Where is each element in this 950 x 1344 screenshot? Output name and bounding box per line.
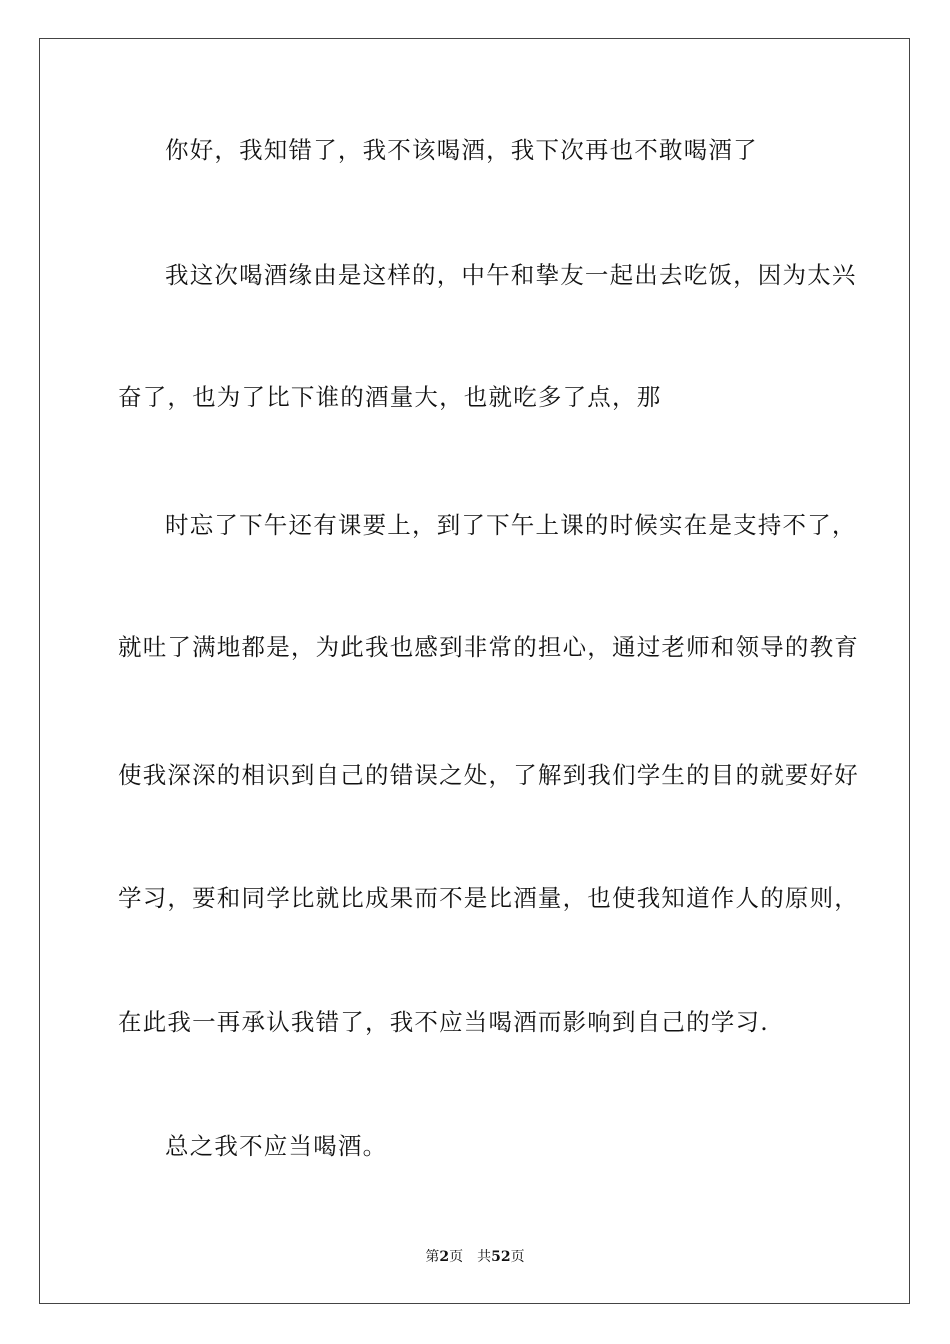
page-suffix: 页	[449, 1249, 464, 1265]
total-suffix: 页	[510, 1249, 525, 1265]
page-footer	[0, 1248, 950, 1266]
paragraph-line: 在此我一再承认我错了，我不应当喝酒而影响到自己的学习.	[118, 1008, 769, 1036]
page-prefix: 第	[425, 1249, 440, 1265]
page-number: 2	[439, 1249, 450, 1265]
paragraph-line: 我这次喝酒缘由是这样的，中午和挚友一起出去吃饭，因为太兴	[165, 261, 857, 289]
page-frame	[39, 38, 910, 1304]
total-pages: 52	[491, 1249, 511, 1265]
paragraph-line: 学习，要和同学比就比成果而不是比酒量，也使我知道作人的原则，	[118, 884, 859, 912]
paragraph-line: 你好，我知错了，我不该喝酒，我下次再也不敢喝酒了	[165, 136, 758, 164]
paragraph-line: 时忘了下午还有课要上，到了下午上课的时候实在是支持不了，	[165, 511, 857, 539]
total-prefix: 共	[477, 1249, 492, 1265]
paragraph-line: 奋了，也为了比下谁的酒量大，也就吃多了点，那	[118, 383, 662, 411]
paragraph-line: 就吐了满地都是，为此我也感到非常的担心，通过老师和领导的教育	[118, 633, 859, 661]
paragraph-line: 总之我不应当喝酒。	[165, 1132, 388, 1160]
paragraph-line: 使我深深的相识到自己的错误之处，了解到我们学生的目的就要好好	[118, 761, 859, 789]
